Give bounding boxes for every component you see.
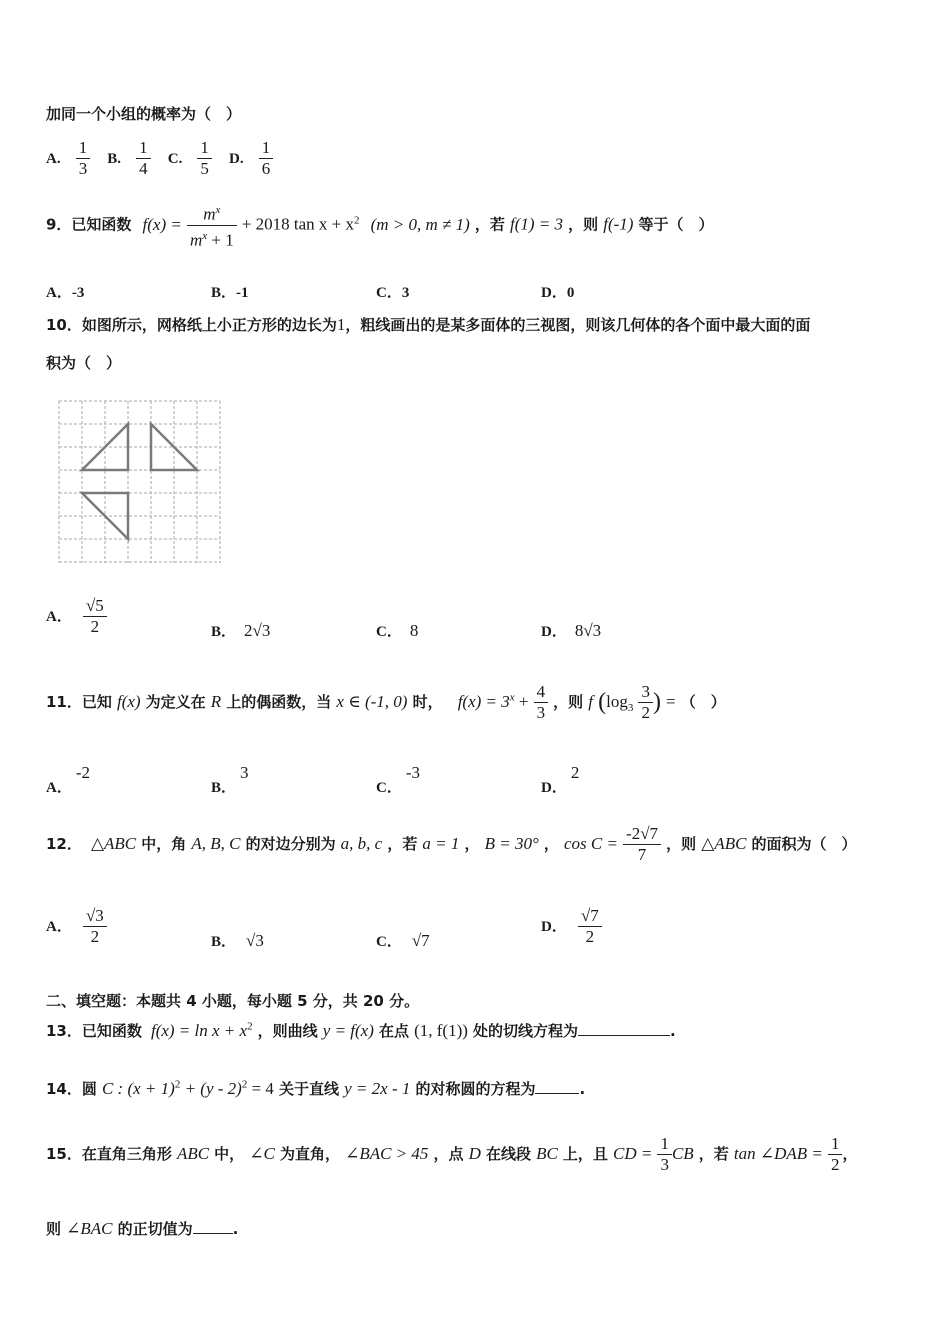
q11-option-d: D．2 <box>541 763 580 796</box>
q8-option-c-label: C. <box>167 151 183 167</box>
q8-option-d-fraction: $\frac{1}{6}$ <box>259 138 274 179</box>
q15-stem: 15．在直角三角形 ABC 中， ∠C 为直角， ∠BAC > 45 ，点 D 在线段 BC 上，且 CD = $\frac{1}{3}$ CB ，若 tan ∠DAB = $\frac{1}{2}$ ， <box>46 1134 858 1174</box>
q9-stem: 9．已知函数 f(x) = $\frac{m^x}{m^x + 1}$ + 2018 $\tan x + x^2$ (m > 0, m ≠ 1) ，若 f(1) = 3 ，则 f(-1) 等于（ ） <box>46 200 714 250</box>
q10-option-b: B． 2√3 <box>211 621 271 640</box>
q8-option-a-fraction: $\frac{1}{3}$ <box>76 138 91 179</box>
q9-rest: + 2018 tan x + x <box>241 214 355 234</box>
q8-options <box>46 138 273 179</box>
q10-option-d: D． 8√3 <box>541 621 602 640</box>
q8-option-c-fraction: $\frac{1}{5}$ <box>197 138 212 179</box>
q10-option-c: C． 8 <box>376 621 419 640</box>
q15-line2: 则 ∠BAC 的正切值为 . <box>46 1219 239 1238</box>
q14-answer-blank[interactable] <box>535 1081 579 1094</box>
grid-lines <box>59 401 220 563</box>
q11-option-a: A．-2 <box>46 763 91 796</box>
q8-option-b-label: B. <box>107 151 122 167</box>
q14-stem: 14．圆 C : $(x + 1)^2 + (y - 2)^2 = 4$ 关于直线 y = 2x - 1 的对称圆的方程为 . <box>46 1078 586 1098</box>
q11-option-b: B．3 <box>211 763 249 796</box>
q9-number: 9．已知函数 <box>46 215 132 234</box>
q9-given: f(1) = 3 <box>510 214 564 234</box>
q10-line1: 10．如图所示，网格纸上小正方形的边长为1，粗线画出的是某多面体的三视图，则该几何体的各个面中最大面的面 <box>46 315 811 334</box>
q12-option-c: C． √7 <box>376 931 430 950</box>
q8-option-a-label: A. <box>46 151 61 167</box>
q8-option-d-label: D. <box>229 151 244 167</box>
q9-option-c: C．3 <box>376 285 410 301</box>
view-outlines <box>82 424 197 539</box>
q10-line2: 积为（ ） <box>46 354 122 372</box>
q9-target: f(-1) <box>603 214 634 234</box>
q8-text: 加同一个小组的概率为（ ） <box>46 105 242 123</box>
q11-stem: 11．已知 f(x) 为定义在 R 上的偶函数，当 x ∈ (-1, 0) 时， $f(x) = 3^x$ + $\frac{4}{3}$ ，则 f ($\log_3$ $\frac{3}{2}$ ) = （ ） <box>46 682 726 722</box>
q9-option-b: B．-1 <box>211 285 249 301</box>
q11-option-c: C．-3 <box>376 763 421 796</box>
section-heading: 二、填空题：本题共 4 小题，每小题 5 分，共 20 分。 <box>46 992 420 1010</box>
q15-answer-blank[interactable] <box>193 1221 233 1234</box>
q12-stem: 12． △ABC 中，角 A, B, C 的对边分别为 a, b, c ，若 a = 1 ， B = 30° ， cos C = $\frac{-2√7}{7}$ ，则 △ABC 的面积为（ ） <box>46 824 857 864</box>
q12-option-a: A． $\frac{√3}{2}$ <box>46 906 107 947</box>
q9-condition: (m > 0, m ≠ 1) <box>370 214 470 234</box>
three-view-figure <box>56 398 224 566</box>
q9-function: f(x) = <box>142 214 182 234</box>
q13-stem: 13．已知函数 $f(x) = \ln x + x^2$ ，则曲线 y = f(x) 在点 (1, f(1)) 处的切线方程为 . <box>46 1020 676 1040</box>
q12-option-b: B． √3 <box>211 931 264 950</box>
q13-answer-blank[interactable] <box>578 1023 670 1036</box>
q9-fraction: $\frac{m^x}{m^x + 1}$ <box>187 200 237 250</box>
q8-option-b-fraction: $\frac{1}{4}$ <box>136 138 151 179</box>
q9-option-d: D．0 <box>541 285 575 301</box>
q9-option-a: A．-3 <box>46 285 85 301</box>
q12-option-d: D． $\frac{√7}{2}$ <box>541 906 602 947</box>
q10-option-a: A． $\frac{√5}{2}$ <box>46 596 107 637</box>
